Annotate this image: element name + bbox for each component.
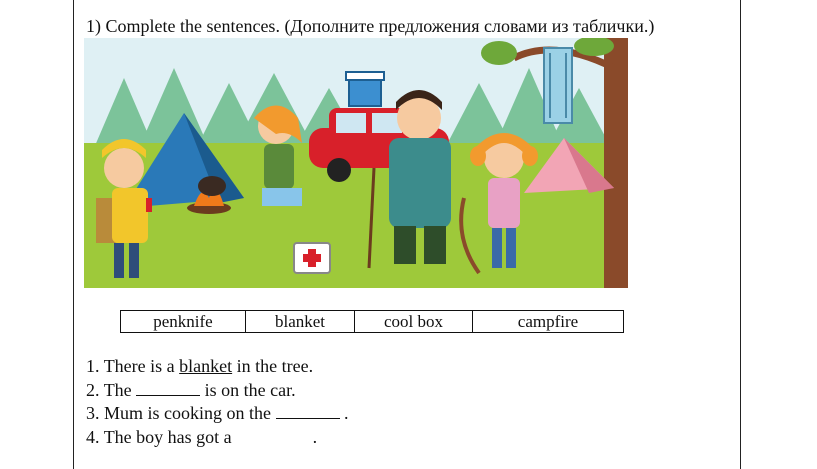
first-aid-kit xyxy=(294,243,330,273)
sentence-list xyxy=(86,355,349,449)
sentence-item xyxy=(86,379,349,403)
word-bank-cell: penknife xyxy=(121,311,246,333)
sentence-number: 4. xyxy=(86,426,100,447)
sentence-text: There is a xyxy=(103,356,180,376)
sentence-item xyxy=(86,402,349,426)
sentence-text: Mum is cooking on the xyxy=(104,403,276,423)
sentence-number: 1. xyxy=(86,356,100,376)
sentence-number: 3. xyxy=(86,403,100,423)
sentence-text: . xyxy=(339,403,349,423)
blanket-in-tree xyxy=(544,48,572,123)
sentence-text: The boy has got a xyxy=(103,426,237,447)
word-bank-cell: campfire xyxy=(473,311,624,333)
filled-answer: blanket xyxy=(179,356,233,376)
answer-blank[interactable] xyxy=(276,402,340,419)
camping-illustration xyxy=(84,38,628,288)
sentence-number: 2. xyxy=(86,379,100,400)
task-title: 1) Complete the sentences. (Дополните предложения словами из таблички.) xyxy=(86,16,655,36)
sentence-item xyxy=(86,426,349,450)
cool-box-on-car xyxy=(346,72,384,106)
word-bank-table xyxy=(120,310,624,333)
word-bank-cell: cool box xyxy=(355,311,473,333)
sentence-item xyxy=(86,355,349,379)
sentence-text: The xyxy=(103,379,137,400)
sentence-text: in the tree. xyxy=(232,356,314,376)
answer-blank[interactable] xyxy=(136,379,200,396)
word-bank-cell: blanket xyxy=(246,311,355,333)
sentence-text: . xyxy=(308,426,318,447)
sentence-text: is on the car. xyxy=(200,379,296,400)
